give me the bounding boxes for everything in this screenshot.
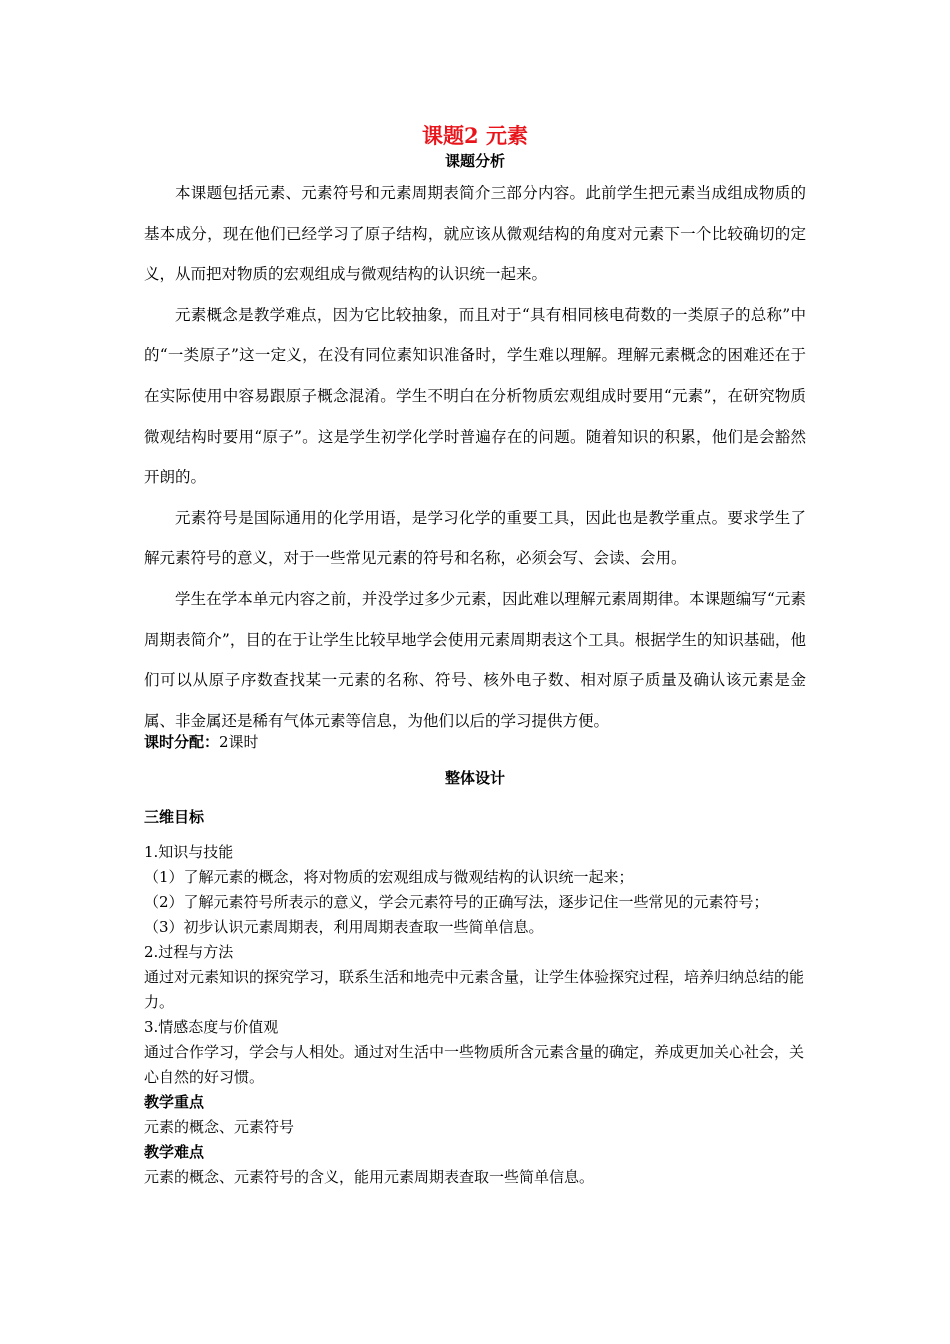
design-section — [144, 730, 806, 1190]
goals-heading: 三维目标 — [144, 808, 205, 826]
process-heading: 2.过程与方法 — [144, 943, 234, 961]
design-heading: 整体设计 — [444, 769, 505, 787]
document-title: 课题2 元素 — [422, 123, 528, 148]
schedule-label: 课时分配： — [144, 733, 220, 751]
analysis-paragraph-1: 本课题包括元素、元素符号和元素周期表简介三部分内容。此前学生把元素当成组成物质的基本成分，现在他们已经学习了原子结构，就应该从微观结构的角度对元素下一个比较确切的定义，从而把对物质的宏观组成与微观结构的认识统一起来。 — [144, 184, 806, 284]
analysis-paragraph-3: 元素符号是国际通用的化学用语，是学习化学的重要工具，因此也是教学重点。要求学生了解元素符号的意义，对于一些常见元素的符号和名称，必须会写、会读、会用。 — [144, 508, 806, 568]
analysis-paragraph-4: 学生在学本单元内容之前，并没学过多少元素，因此难以理解元素周期律。本课题编写“元素周期表简介”，目的在于让学生比较早地学会使用元素周期表这个工具。根据学生的知识基础，他们可以从原子序数查找某一元素的名称、符号、核外电子数、相对原子质量及确认该元素是金属、非金属还是稀有气体元素等信息，为他们以后的学习提供方便。 — [144, 589, 806, 730]
difficulty-text: 元素的概念、元素符号的含义，能用元素周期表查取一些简单信息。 — [144, 1168, 595, 1186]
knowledge-item-2: （2）了解元素符号所表示的意义，学会元素符号的正确写法，逐步记住一些常见的元素符号； — [144, 893, 769, 911]
schedule-value: 2课时 — [219, 733, 259, 751]
knowledge-item-3: （3）初步认识元素周期表，利用周期表查取一些简单信息。 — [144, 918, 544, 936]
knowledge-heading: 1.知识与技能 — [144, 843, 234, 861]
key-point-heading: 教学重点 — [144, 1093, 205, 1111]
analysis-paragraph-2: 元素概念是教学难点，因为它比较抽象，而且对于“具有相同核电荷数的一类原子的总称”中的“一类原子”这一定义，在没有同位素知识准备时，学生难以理解。理解元素概念的困难还在于在实际使用中容易跟原子概念混淆。学生不明白在分析物质宏观组成时要用“元素”，在研究物质微观结构时要用“原子”。这是学生初学化学时普遍存在的问题。随着知识的积累，他们是会豁然开朗的。 — [144, 305, 806, 487]
analysis-heading: 课题分析 — [444, 152, 505, 170]
knowledge-item-1: （1）了解元素的概念，将对物质的宏观组成与微观结构的认识统一起来； — [144, 868, 634, 886]
schedule-line — [144, 730, 806, 755]
difficulty-heading: 教学难点 — [144, 1143, 205, 1161]
analysis-section — [144, 173, 806, 741]
attitude-text: 通过合作学习，学会与人相处。通过对生活中一些物质所含元素含量的确定，养成更加关心社会，关心自然的好习惯。 — [144, 1043, 805, 1086]
attitude-heading: 3.情感态度与价值观 — [144, 1018, 279, 1036]
key-point-text: 元素的概念、元素符号 — [144, 1118, 295, 1136]
process-text: 通过对元素知识的探究学习，联系生活和地壳中元素含量，让学生体验探究过程，培养归纳总结的能力。 — [144, 968, 805, 1011]
